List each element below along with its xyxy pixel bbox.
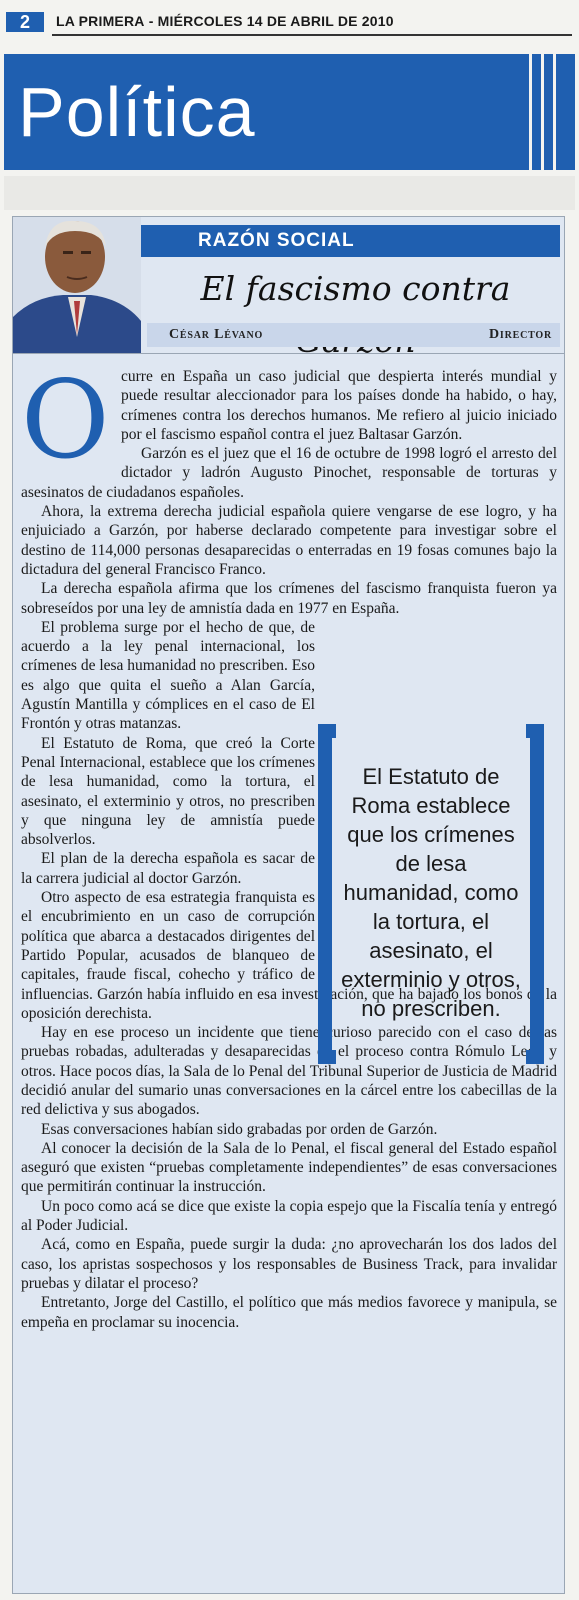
section-banner (4, 54, 575, 170)
bleed-through-strip (4, 176, 575, 210)
author-role: Director (488, 327, 552, 342)
pull-quote (318, 724, 544, 1064)
drop-cap: O (21, 358, 110, 483)
section-title: Política (18, 73, 256, 151)
paragraph: La derecha española afirma que los crímenes del fascismo franquista fueron ya sobreseídos por una ley de amnistía dada en 1977 en España. (21, 580, 557, 617)
header-rule (52, 34, 572, 36)
paragraph: Acá, como en España, puede surgir la duda: ¿no aprovecharán los dos lados del caso, los apristas sospechosos y los responsables de Business Track, para invalidar pruebas y dilatar el proceso? (21, 1236, 557, 1292)
paragraph: Esas conversaciones habían sido grabadas por orden de Garzón. (41, 1120, 438, 1138)
pull-quote-text: El Estatuto de Roma establece que los crímenes de lesa humanidad, como la tortura, el asesinato, el exterminio y otros, no prescriben. (341, 764, 521, 1021)
paragraph-text: curre en España un caso judicial que despierta interés mundial y puede resultar aleccionador para los países donde ha habido, o hay, crímenes contra los derechos humanos. Me refiero al juicio iniciado por el fascismo español contra el juez Baltasar Garzón. (121, 368, 557, 443)
paragraph: Un poco como acá se dice que existe la copia espejo que la Fiscalía tenía y entregó al Poder Judicial. (21, 1197, 557, 1235)
right-bracket (526, 724, 544, 1064)
paragraph: El Estatuto de Roma, que creó la Corte Penal Internacional, establece que los crímenes de lesa humanidad, como la tortura, el asesinato, el exterminio y otros, no prescriben y que ninguna ley de amnistía puede absolverlos. (21, 734, 315, 849)
page-header (0, 0, 579, 42)
paragraph: El problema surge por el hecho de que, de acuerdo a la ley penal internacional, los crímenes de lesa humanidad no prescriben. Eso es algo que quita el sueño a Alan García, Agustín Mantilla y cómplices en el caso de El Frontón y otras matanzas. (21, 618, 315, 733)
paragraph: Al conocer la decisión de la Sala de lo Penal, el fiscal general del Estado español aseguró que existen “pruebas completamente independientes” de esas conversaciones que permitirán continuar la instrucción. (21, 1139, 557, 1196)
headline: El fascismo contra (200, 269, 511, 308)
paragraph: Otro aspecto de esa estrategia franquista es el encubrimiento en un caso de corrupción política que abarca a destacados dirigentes del Partido Popular, acusados de blanqueo de capitales, fraude fiscal, cohecho y tráfico de influencias. Garzón había influido en esa investigación, que ha bajado los bonos de la oposición derechista. (21, 889, 557, 1022)
paragraph: Entretanto, Jorge del Castillo, el político que más medios favorece y manipula, se empeña en proclamar su inocencia. (21, 1294, 557, 1331)
paragraph: Garzón es el juez que el 16 de octubre de 1998 logró el arresto del dictador y ladrón Augusto Pinochet, responsable de torturas y asesinatos de ciudadanos españoles. (21, 445, 557, 501)
author-name: César Lévano (169, 327, 264, 342)
column-name: RAZÓN SOCIAL (198, 230, 355, 251)
masthead-separator: - (148, 13, 154, 29)
paragraph: Ahora, la extrema derecha judicial española quiere vengarse de ese logro, y ha enjuiciado a Garzón, por haberse declarado competente para investigar sobre el destino de 114,000 personas desaparecidas o enterradas en 19 fosas comunes bajo la dictadura del general Francisco Franco. (21, 503, 557, 578)
page-number: 2 (6, 12, 44, 32)
paragraph: El plan de la derecha española es sacar de la carrera judicial al doctor Garzón. (21, 850, 315, 887)
header-divider (13, 353, 564, 354)
banner-stripes (527, 54, 567, 170)
left-bracket (318, 724, 336, 1064)
masthead (56, 13, 394, 29)
author-photo (13, 217, 141, 353)
issue-date: MIÉRCOLES 14 DE ABRIL DE 2010 (157, 13, 394, 29)
paragraph: Hay en ese proceso un incidente que tiene curioso parecido con el caso de las pruebas robadas, adulteradas y desaparecidas en el proceso contra Rómulo León y otros. Hace pocos días, la Sala de lo Penal del Tribunal Superior de Justicia de Madrid decidió anular del sumario unas conversaciones en la cárcel entre los cabecillas de la red delictiva y sus abogados. (21, 1024, 557, 1119)
publication-name: LA PRIMERA (56, 13, 145, 29)
